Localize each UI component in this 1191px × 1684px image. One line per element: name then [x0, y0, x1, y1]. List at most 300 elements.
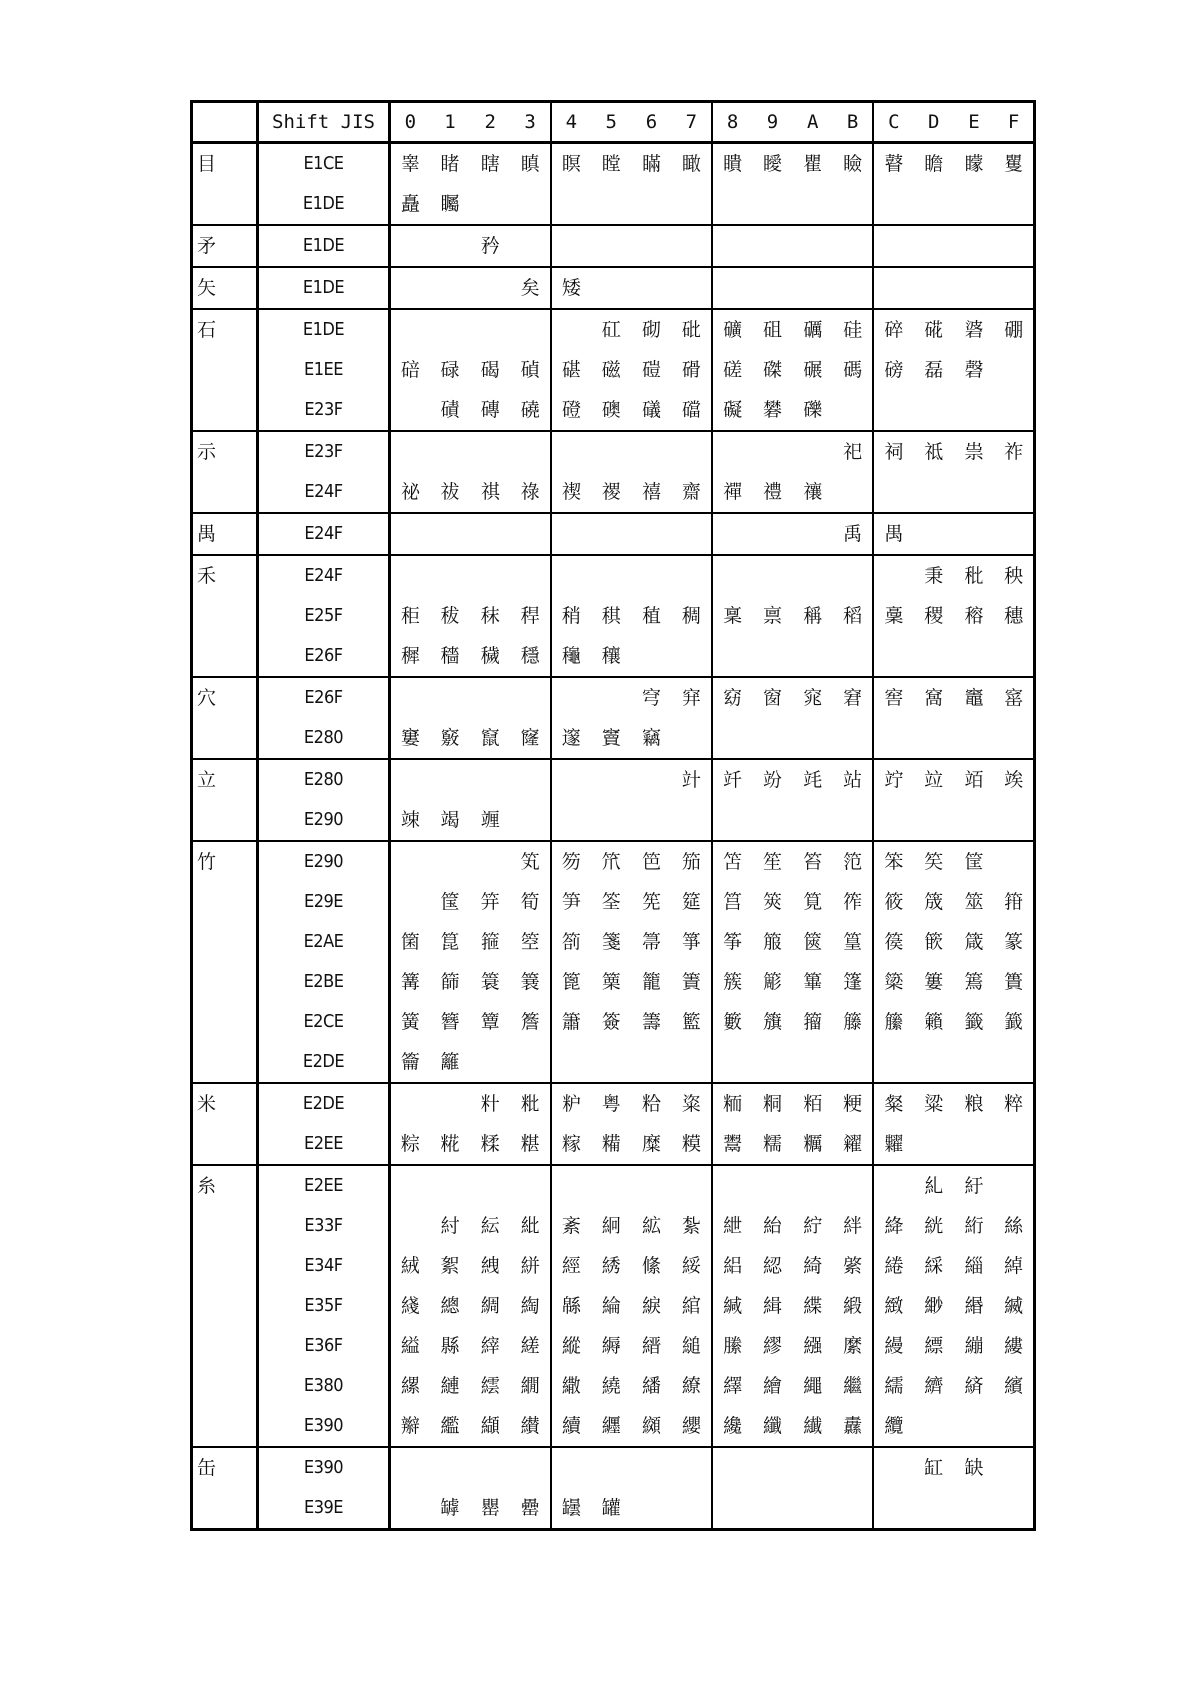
shift-jis-code-table: [190, 100, 1036, 1531]
char-cell: 窰: [1004, 687, 1024, 709]
char-cell: 緇: [964, 1255, 984, 1277]
char-cell: 罅: [440, 1497, 460, 1519]
char-cell: [712, 184, 752, 225]
char-cell: [873, 267, 913, 309]
char-cell: [510, 555, 550, 596]
char-cell: 繖: [561, 1375, 581, 1397]
char-cell: [994, 1124, 1034, 1165]
table-row: [192, 1206, 1035, 1246]
column-header-e: E: [954, 102, 994, 143]
char-cell: [833, 555, 873, 596]
table-row: [192, 184, 1035, 225]
char-cell: 絛: [642, 1255, 662, 1277]
char-cell: [914, 636, 954, 677]
char-cell: 續: [561, 1415, 581, 1437]
char-cell: 祠: [884, 441, 904, 463]
char-cell: 縢: [723, 1335, 743, 1357]
char-cell: 秬: [400, 605, 420, 627]
char-cell: [712, 1042, 752, 1083]
char-cell: [672, 555, 712, 596]
char-cell: 竡: [964, 769, 984, 791]
char-cell: 繞: [601, 1375, 621, 1397]
char-cell: 縣: [440, 1335, 460, 1357]
table-row: [192, 1042, 1035, 1083]
char-cell: [954, 1406, 994, 1447]
char-cell: 瞻: [924, 153, 944, 175]
char-cell: 穗: [1004, 605, 1024, 627]
char-cell: [551, 513, 591, 555]
char-cell: 矣: [510, 267, 550, 309]
char-cell: [430, 1447, 470, 1488]
char-cell: 矍: [1004, 153, 1024, 175]
char-cell: 籌: [642, 1011, 662, 1033]
char-cell: 竓: [803, 769, 823, 791]
char-cell: 絳: [884, 1215, 904, 1237]
char-cell: 笂: [510, 841, 550, 882]
char-cell: [510, 309, 550, 350]
code-cell: E35F: [258, 1286, 390, 1326]
char-cell: [994, 390, 1034, 431]
char-cell: 礬: [762, 399, 782, 421]
radical-cell: 目: [192, 143, 258, 226]
char-cell: [631, 1042, 671, 1083]
char-cell: [470, 267, 510, 309]
char-cell: [631, 636, 671, 677]
char-cell: 碌: [440, 359, 460, 381]
char-cell: 碎: [884, 319, 904, 341]
char-cell: 窶: [400, 727, 420, 749]
char-cell: 綮: [833, 1246, 873, 1286]
char-cell: 繆: [762, 1335, 782, 1357]
char-cell: 硼: [1004, 319, 1024, 341]
char-cell: [752, 184, 792, 225]
char-cell: [954, 1042, 994, 1083]
char-cell: 祟: [964, 441, 984, 463]
char-cell: 簗: [884, 971, 904, 993]
radical-cell: 缶: [192, 1447, 258, 1530]
char-cell: [390, 225, 430, 267]
char-cell: 祺: [480, 481, 500, 503]
char-cell: 簽: [601, 1011, 621, 1033]
char-cell: [954, 718, 994, 759]
table-row: [192, 759, 1035, 800]
column-header-7: 7: [672, 102, 712, 143]
char-cell: [591, 225, 631, 267]
code-cell: E2CE: [258, 1002, 390, 1042]
radical-cell: 矛: [192, 225, 258, 267]
char-cell: [672, 800, 712, 841]
char-cell: 禳: [803, 481, 823, 503]
char-cell: 縅: [1004, 1295, 1024, 1317]
char-cell: 秡: [440, 605, 460, 627]
char-cell: [430, 677, 470, 718]
char-cell: [631, 1447, 671, 1488]
code-column-header: Shift JIS: [258, 102, 390, 143]
char-cell: 綣: [884, 1255, 904, 1277]
char-cell: 繃: [964, 1335, 984, 1357]
char-cell: 紲: [723, 1215, 743, 1237]
char-cell: 緕: [964, 1375, 984, 1397]
char-cell: [591, 1042, 631, 1083]
char-cell: [551, 677, 591, 718]
code-cell: E280: [258, 759, 390, 800]
char-cell: [631, 431, 671, 472]
char-cell: 繦: [803, 1335, 823, 1357]
char-cell: [551, 555, 591, 596]
char-cell: 秉: [924, 565, 944, 587]
char-cell: [954, 225, 994, 267]
char-cell: [591, 1447, 631, 1488]
char-cell: 砠: [762, 319, 782, 341]
column-header-2: 2: [470, 102, 510, 143]
column-header-f: F: [994, 102, 1034, 143]
char-cell: [914, 184, 954, 225]
char-cell: 箟: [440, 931, 460, 953]
char-cell: [833, 1165, 873, 1206]
char-cell: [470, 1042, 510, 1083]
char-cell: [954, 513, 994, 555]
char-cell: [873, 390, 913, 431]
code-cell: E1DE: [258, 309, 390, 350]
char-cell: 稷: [924, 605, 944, 627]
char-cell: 禧: [642, 481, 662, 503]
char-cell: 篌: [884, 931, 904, 953]
char-cell: [873, 472, 913, 513]
char-cell: 祕: [400, 481, 420, 503]
char-cell: 碵: [510, 350, 550, 390]
char-cell: 綰: [672, 1286, 712, 1326]
table-row: [192, 390, 1035, 431]
char-cell: [591, 267, 631, 309]
char-cell: [833, 636, 873, 677]
char-cell: 糜: [642, 1133, 662, 1155]
char-cell: [833, 718, 873, 759]
char-cell: 粳: [833, 1083, 873, 1124]
table-header: [192, 102, 1035, 143]
char-cell: 禹: [833, 513, 873, 555]
char-cell: 緲: [924, 1295, 944, 1317]
char-cell: 繧: [480, 1375, 500, 1397]
char-cell: 縊: [400, 1335, 420, 1357]
table-row: [192, 636, 1035, 677]
char-cell: [712, 636, 752, 677]
char-cell: 瞰: [672, 143, 712, 185]
char-cell: 緞: [833, 1286, 873, 1326]
char-cell: [994, 718, 1034, 759]
char-cell: 筱: [884, 891, 904, 913]
char-cell: 瞽: [884, 153, 904, 175]
char-cell: 簷: [510, 1002, 550, 1042]
char-cell: 硅: [833, 309, 873, 350]
char-cell: 睾: [400, 153, 420, 175]
char-cell: [510, 800, 550, 841]
table-row: [192, 1326, 1035, 1366]
column-header-6: 6: [631, 102, 671, 143]
char-cell: [470, 841, 510, 882]
char-cell: 礒: [642, 399, 662, 421]
char-cell: 縲: [400, 1375, 420, 1397]
char-cell: 磬: [964, 359, 984, 381]
char-cell: [994, 184, 1034, 225]
char-cell: 箏: [672, 922, 712, 962]
char-cell: [793, 1165, 833, 1206]
code-cell: E1EE: [258, 350, 390, 390]
char-cell: 瞶: [723, 153, 743, 175]
char-cell: 綟: [642, 1295, 662, 1317]
radical-group: [192, 555, 1035, 677]
char-cell: 窈: [723, 687, 743, 709]
char-cell: [631, 759, 671, 800]
char-cell: [591, 759, 631, 800]
char-cell: 絆: [833, 1206, 873, 1246]
char-cell: 緡: [964, 1295, 984, 1317]
char-cell: 稘: [601, 605, 621, 627]
char-cell: [793, 800, 833, 841]
char-cell: [914, 390, 954, 431]
char-cell: 縟: [601, 1335, 621, 1357]
char-cell: [510, 513, 550, 555]
radical-cell: 禺: [192, 513, 258, 555]
char-cell: 窿: [510, 718, 550, 759]
char-cell: 矮: [561, 277, 581, 299]
char-cell: [390, 1083, 430, 1124]
char-cell: [390, 390, 430, 431]
char-cell: [752, 800, 792, 841]
char-cell: 禮: [762, 481, 782, 503]
char-cell: [591, 677, 631, 718]
char-cell: 笊: [601, 851, 621, 873]
char-cell: [752, 1488, 792, 1530]
char-cell: [551, 184, 591, 225]
char-cell: [390, 431, 430, 472]
char-cell: [390, 1447, 430, 1488]
char-cell: 纎: [803, 1415, 823, 1437]
char-cell: 簣: [1004, 971, 1024, 993]
char-cell: [752, 267, 792, 309]
char-cell: 簓: [762, 971, 782, 993]
table-row: [192, 513, 1035, 555]
char-cell: 篦: [561, 971, 581, 993]
char-cell: 缺: [964, 1457, 984, 1479]
char-cell: 矗: [400, 193, 420, 215]
char-cell: 繹: [723, 1375, 743, 1397]
code-cell: E2DE: [258, 1083, 390, 1124]
radical-cell: 示: [192, 431, 258, 513]
char-cell: 縵: [884, 1335, 904, 1357]
char-cell: [470, 309, 510, 350]
char-cell: [551, 1165, 591, 1206]
char-cell: 窩: [924, 687, 944, 709]
char-cell: 絋: [642, 1215, 662, 1237]
char-cell: 碚: [400, 359, 420, 381]
char-cell: 龝: [561, 645, 581, 667]
char-cell: [390, 759, 430, 800]
char-cell: 禀: [762, 605, 782, 627]
char-cell: 繿: [440, 1415, 460, 1437]
char-cell: 竰: [480, 809, 500, 831]
char-cell: [914, 267, 954, 309]
char-cell: 齋: [672, 472, 712, 513]
char-cell: [591, 555, 631, 596]
char-cell: [873, 1488, 913, 1530]
char-cell: 粡: [762, 1093, 782, 1115]
char-cell: [914, 1406, 954, 1447]
char-cell: [510, 225, 550, 267]
char-cell: [430, 759, 470, 800]
char-cell: [430, 225, 470, 267]
char-cell: 纖: [762, 1415, 782, 1437]
char-cell: [752, 1165, 792, 1206]
char-cell: 簇: [723, 971, 743, 993]
char-cell: 粮: [964, 1093, 984, 1115]
column-header-a: A: [793, 102, 833, 143]
char-cell: 縒: [510, 1326, 550, 1366]
char-cell: [631, 800, 671, 841]
char-cell: [994, 350, 1034, 390]
char-cell: [430, 267, 470, 309]
code-cell: E1DE: [258, 225, 390, 267]
char-cell: [793, 431, 833, 472]
char-cell: 紂: [440, 1215, 460, 1237]
code-cell: E2DE: [258, 1042, 390, 1083]
char-cell: 緜: [561, 1295, 581, 1317]
char-cell: 磁: [601, 359, 621, 381]
char-cell: 繩: [803, 1375, 823, 1397]
char-cell: [994, 472, 1034, 513]
char-cell: 笵: [833, 841, 873, 882]
char-cell: 篥: [601, 971, 621, 993]
code-cell: E23F: [258, 390, 390, 431]
char-cell: [672, 1488, 712, 1530]
char-cell: [591, 800, 631, 841]
char-cell: 磴: [561, 399, 581, 421]
char-cell: [631, 184, 671, 225]
char-cell: [510, 759, 550, 800]
char-cell: 粤: [601, 1093, 621, 1115]
table-row: [192, 431, 1035, 472]
char-cell: 穢: [480, 645, 500, 667]
char-cell: 紿: [762, 1215, 782, 1237]
char-cell: [672, 1165, 712, 1206]
char-cell: 稱: [803, 605, 823, 627]
char-cell: 粨: [803, 1093, 823, 1115]
char-cell: 籖: [1004, 1011, 1024, 1033]
radical-cell: 禾: [192, 555, 258, 677]
char-cell: [873, 1165, 913, 1206]
char-cell: [712, 555, 752, 596]
char-cell: [914, 472, 954, 513]
char-cell: [672, 1447, 712, 1488]
char-cell: [672, 267, 712, 309]
char-cell: [390, 267, 430, 309]
char-cell: 籟: [924, 1011, 944, 1033]
char-cell: [752, 513, 792, 555]
char-cell: 祚: [1004, 441, 1024, 463]
radical-cell: 矢: [192, 267, 258, 309]
table-row: [192, 1286, 1035, 1326]
char-cell: [954, 800, 994, 841]
char-cell: 窕: [803, 687, 823, 709]
char-cell: 縹: [924, 1335, 944, 1357]
char-cell: 瞿: [803, 153, 823, 175]
char-cell: [712, 431, 752, 472]
char-cell: [793, 555, 833, 596]
column-header-c: C: [873, 102, 913, 143]
code-cell: E290: [258, 841, 390, 882]
char-cell: 竚: [884, 769, 904, 791]
char-cell: 笏: [561, 851, 581, 873]
char-cell: [752, 636, 792, 677]
char-cell: 磊: [924, 359, 944, 381]
char-cell: 礦: [723, 319, 743, 341]
char-cell: 糒: [601, 1133, 621, 1155]
char-cell: 紆: [964, 1175, 984, 1197]
code-cell: E36F: [258, 1326, 390, 1366]
char-cell: 纈: [480, 1415, 500, 1437]
char-cell: 簪: [440, 1011, 460, 1033]
char-cell: 筰: [833, 882, 873, 922]
char-cell: 笶: [924, 851, 944, 873]
char-cell: 籥: [400, 1051, 420, 1073]
char-cell: 竏: [723, 769, 743, 791]
char-cell: 糴: [833, 1124, 873, 1165]
char-cell: 笙: [762, 851, 782, 873]
char-cell: 罎: [561, 1497, 581, 1519]
char-cell: 筺: [440, 891, 460, 913]
char-cell: 綉: [601, 1255, 621, 1277]
radical-cell: 竹: [192, 841, 258, 1083]
char-cell: [752, 555, 792, 596]
char-cell: [470, 513, 510, 555]
char-cell: [591, 431, 631, 472]
char-cell: 箍: [480, 931, 500, 953]
char-cell: 瞑: [561, 153, 581, 175]
table-row: [192, 225, 1035, 267]
char-cell: [793, 1488, 833, 1530]
char-cell: 碆: [964, 319, 984, 341]
column-header-0: 0: [390, 102, 430, 143]
char-cell: 碪: [561, 359, 581, 381]
char-cell: 粹: [1004, 1093, 1024, 1115]
char-cell: [954, 267, 994, 309]
char-cell: 碼: [833, 350, 873, 390]
char-cell: 罌: [480, 1497, 500, 1519]
table-row: [192, 1002, 1035, 1042]
char-cell: 縱: [561, 1335, 581, 1357]
char-cell: [672, 225, 712, 267]
char-cell: 磑: [642, 359, 662, 381]
table-row: [192, 309, 1035, 350]
code-cell: E380: [258, 1366, 390, 1406]
char-cell: 碣: [480, 359, 500, 381]
char-cell: 瞞: [642, 153, 662, 175]
char-cell: 稈: [510, 596, 550, 636]
char-cell: [470, 184, 510, 225]
char-cell: [551, 225, 591, 267]
char-cell: [954, 1124, 994, 1165]
code-cell: E280: [258, 718, 390, 759]
char-cell: [591, 184, 631, 225]
char-cell: 縻: [833, 1326, 873, 1366]
char-cell: 穽: [672, 677, 712, 718]
char-cell: 穹: [642, 687, 662, 709]
table-row: [192, 1165, 1035, 1206]
char-cell: [873, 225, 913, 267]
char-cell: 礪: [803, 319, 823, 341]
char-cell: [833, 1488, 873, 1530]
char-cell: [793, 225, 833, 267]
char-cell: 篁: [833, 922, 873, 962]
